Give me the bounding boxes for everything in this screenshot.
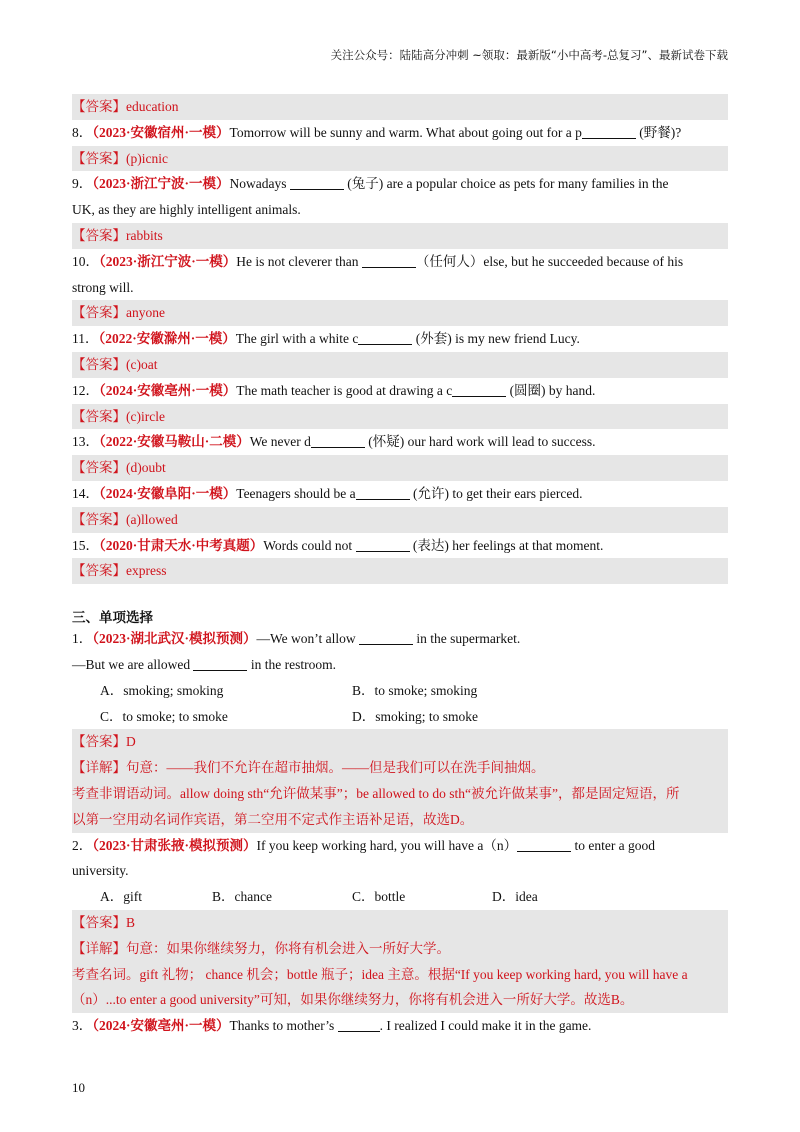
question-text: (怀疑) our hard work will lead to success. <box>364 434 596 450</box>
options-row <box>72 678 728 704</box>
question-source: （2020·甘肃天水·中考真题） <box>99 537 264 553</box>
fill-question <box>72 533 728 559</box>
question-text: to enter a good <box>571 837 656 853</box>
fill-question-continuation: strong will. <box>72 279 134 295</box>
question-source: （2022·安徽滁州·一模） <box>98 331 236 347</box>
answer-blank <box>356 537 410 552</box>
question-text: Teenagers should be a <box>236 485 356 501</box>
explanation-line: 【详解】句意：如果你继续努力，你将有机会进入一所好大学。 <box>72 936 728 962</box>
question-source: （2023·湖北武汉·模拟预测） <box>92 631 257 647</box>
option-c: C．bottle <box>352 889 406 905</box>
answer-blank <box>193 656 247 671</box>
question-source: （2023·浙江宁波·一模） <box>99 253 237 269</box>
explanation-line: 考查非谓语动词。allow doing sth“允许做某事”；be allowed to do sth“被允许做某事”，都是固定短语，所 <box>72 781 728 807</box>
explanation-line: 考查名词。gift 礼物； chance 机会；bottle 瓶子；idea 主意。根据“If you keep working hard, you will have a <box>72 962 728 988</box>
option-b: B．chance <box>212 889 272 905</box>
answer-line: 【答案】express <box>72 558 728 584</box>
question-3 <box>72 1013 728 1039</box>
answer-blank <box>358 330 412 345</box>
option-a: A．gift <box>100 889 142 905</box>
question-2 <box>72 833 728 859</box>
question-number: 8． <box>72 124 93 140</box>
option-d: D．smoking; to smoke <box>352 708 479 724</box>
fill-question <box>72 120 728 146</box>
explanation-line: （n）...to enter a good university”可知，如果你继续努力，你将有机会进入一所好大学。故选B。 <box>72 987 728 1013</box>
explanation-line: 以第一空用动名词作宾语，第二空用不定式作主语补足语，故选D。 <box>72 807 728 833</box>
answer-line: 【答案】(c)ircle <box>72 404 728 430</box>
answer-line: 【答案】(a)llowed <box>72 507 728 533</box>
answer-blank <box>362 253 416 268</box>
answer-blank <box>356 485 410 500</box>
answer-blank <box>338 1017 380 1032</box>
question-1-line-2 <box>72 652 728 678</box>
question-source: （2023·安徽宿州·一模） <box>92 124 230 140</box>
question-2-line-2: university. <box>72 863 129 879</box>
question-text: (兔子) are a popular choice as pets for many families in the <box>343 176 669 192</box>
answer-blank <box>359 630 413 645</box>
fill-in-list <box>72 120 728 584</box>
options-row <box>72 704 728 730</box>
question-text: —But we are allowed <box>72 656 194 672</box>
fill-question <box>72 481 728 507</box>
question-source: （2023·甘肃张掖·模拟预测） <box>92 837 257 853</box>
fill-question-continuation: UK, as they are highly intelligent animals. <box>72 202 301 218</box>
question-text: Tomorrow will be sunny and warm. What about going out for a p <box>229 124 582 140</box>
answer-blank <box>517 837 571 852</box>
question-text: (野餐)? <box>635 124 682 140</box>
question-number: 11． <box>72 331 99 347</box>
explanation-line: 【详解】句意：——我们不允许在超市抽烟。——但是我们可以在洗手间抽烟。 <box>72 755 728 781</box>
question-text: (表达) her feelings at that moment. <box>409 537 604 553</box>
question-number: 10． <box>72 253 99 269</box>
question-text: He is not cleverer than <box>236 253 362 269</box>
fill-question <box>72 429 728 455</box>
answer-blank <box>290 175 344 190</box>
page-number: 10 <box>72 1080 85 1095</box>
fill-question <box>72 326 728 352</box>
question-text: （任何人）else, but he succeeded because of his <box>415 253 684 269</box>
question-text: Thanks to mother’s <box>229 1018 338 1034</box>
question-number: 2． <box>72 837 93 853</box>
question-text: (圆圈) by hand. <box>506 382 596 398</box>
question-text: in the restroom. <box>247 656 336 672</box>
question-number: 1． <box>72 631 93 647</box>
answer-blank <box>311 433 365 448</box>
question-number: 13． <box>72 434 99 450</box>
question-source: （2024·安徽亳州·一模） <box>99 382 237 398</box>
question-number: 15． <box>72 537 99 553</box>
question-number: 14． <box>72 485 99 501</box>
document-body <box>72 94 728 1039</box>
option-c: C．to smoke; to smoke <box>100 708 228 724</box>
fill-question <box>72 378 728 404</box>
options-row <box>72 884 728 910</box>
question-source: （2024·安徽阜阳·一模） <box>99 485 237 501</box>
option-b: B．to smoke; smoking <box>352 682 478 698</box>
question-text: —We won’t allow <box>256 631 360 647</box>
question-text: Words could not <box>263 537 356 553</box>
question-source: （2022·安徽马鞍山·二模） <box>99 434 250 450</box>
question-text: If you keep working hard, you will have a（n） <box>256 837 518 853</box>
question-number: 9． <box>72 176 93 192</box>
question-text: The girl with a white c <box>235 331 359 347</box>
question-text: . I realized I could make it in the game. <box>379 1018 592 1034</box>
answer-line: 【答案】D <box>72 729 728 755</box>
question-number: 3． <box>72 1018 93 1034</box>
answer-line: 【答案】anyone <box>72 300 728 326</box>
question-text: in the supermarket. <box>413 631 521 647</box>
option-a: A．smoking; smoking <box>100 682 224 698</box>
question-text: Nowadays <box>229 176 290 192</box>
answer-line: 【答案】(d)oubt <box>72 455 728 481</box>
answer-line: 【答案】rabbits <box>72 223 728 249</box>
fill-question <box>72 249 728 275</box>
question-1 <box>72 626 728 652</box>
question-number: 12． <box>72 382 99 398</box>
question-text: (允许) to get their ears pierced. <box>409 485 583 501</box>
answer-blank <box>452 382 506 397</box>
question-source: （2023·浙江宁波·一模） <box>92 176 230 192</box>
question-source: （2024·安徽亳州·一模） <box>92 1018 230 1034</box>
page-header: 关注公众号：陆陆高分冲刺 ~领取：最新版“小中高考-总复习”、最新试卷下载 <box>330 48 728 62</box>
answer-blank <box>582 124 636 139</box>
section-title: 三、单项选择 <box>72 610 153 627</box>
option-d: D．idea <box>492 889 538 905</box>
answer-line: 【答案】(c)oat <box>72 352 728 378</box>
answer-line: 【答案】B <box>72 910 728 936</box>
answer-line: 【答案】(p)icnic <box>72 146 728 172</box>
answer-line: 【答案】education <box>72 94 728 120</box>
question-text: The math teacher is good at drawing a c <box>236 382 453 398</box>
question-text: We never d <box>249 434 311 450</box>
fill-question <box>72 171 728 197</box>
question-text: (外套) is my new friend Lucy. <box>412 331 580 347</box>
